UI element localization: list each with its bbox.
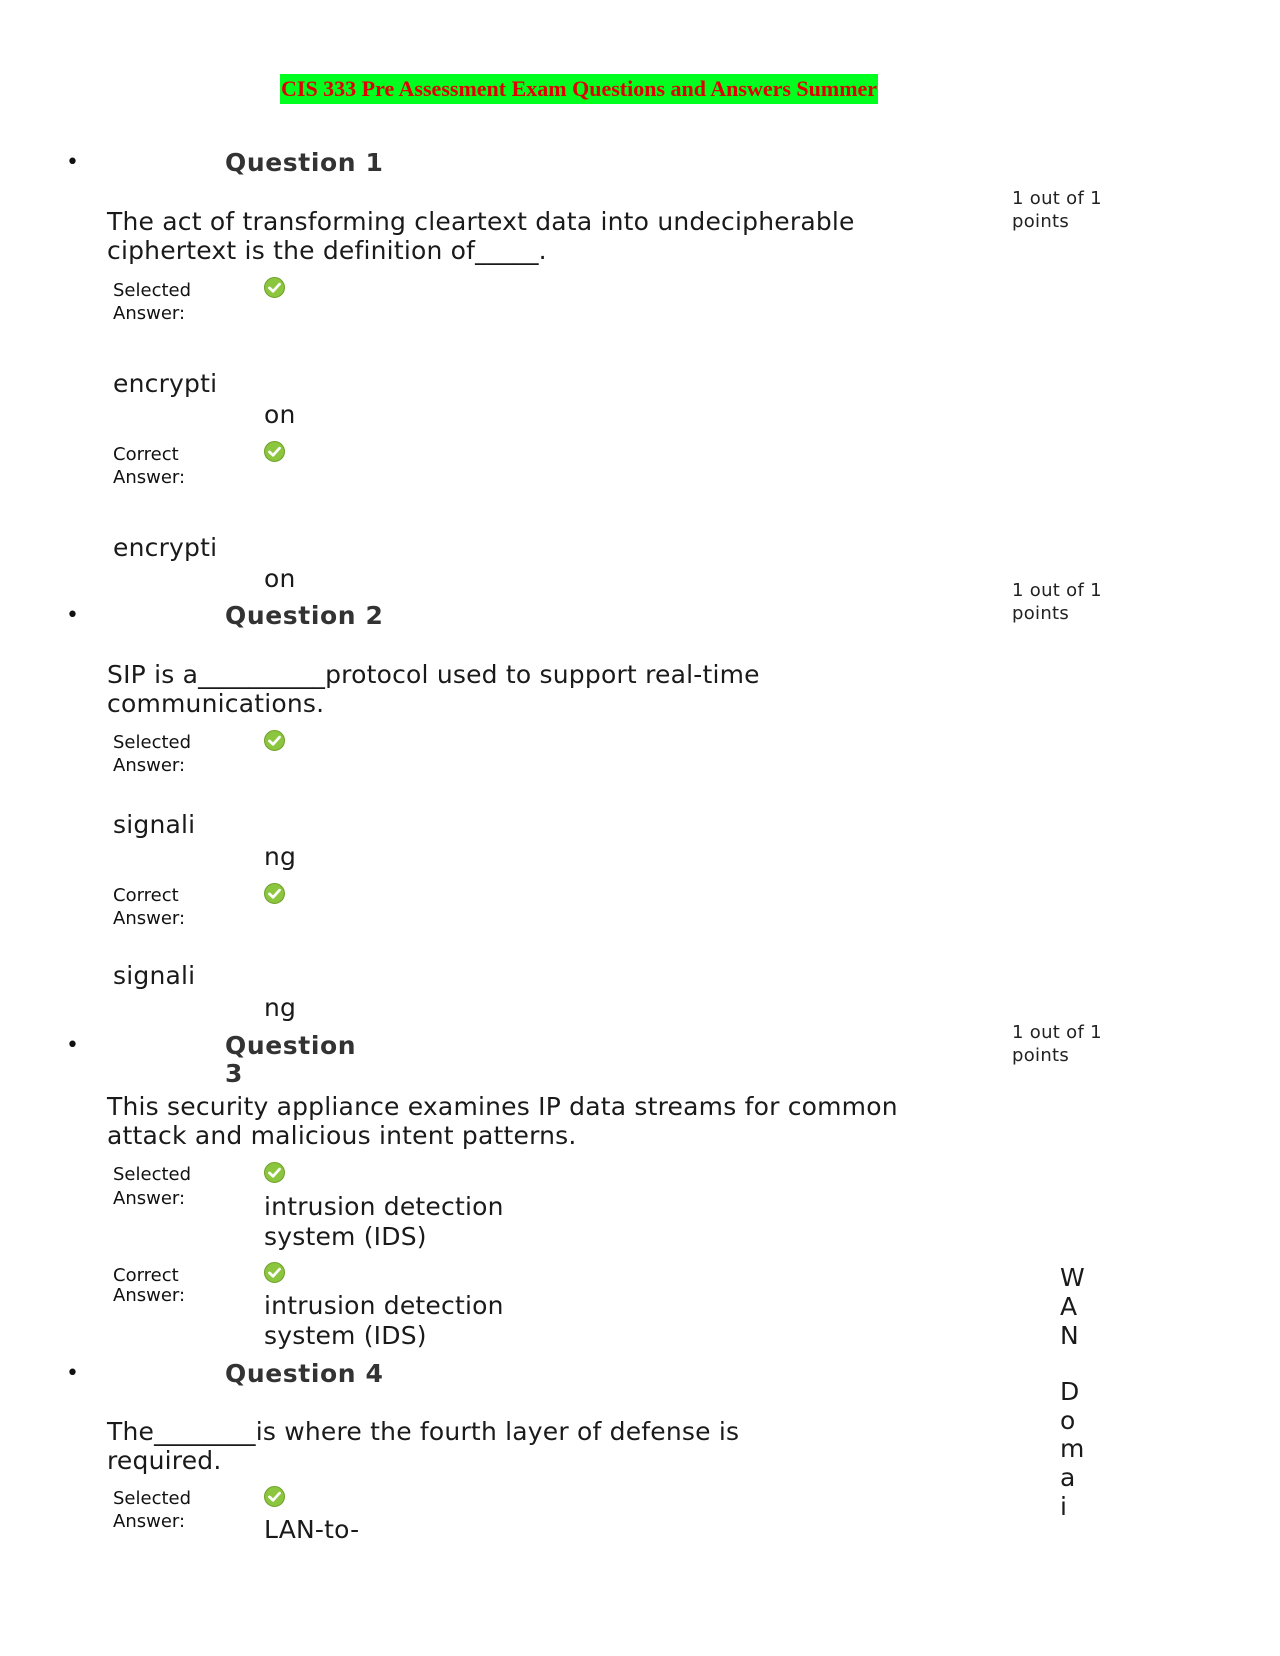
correct-answer: system (IDS) (264, 1321, 427, 1350)
correct-answer: on (264, 564, 296, 593)
check-circle-icon (264, 883, 285, 904)
selected-answer-label: Selected (113, 1488, 192, 1509)
correct-answer: intrusion detection (264, 1291, 504, 1320)
check-circle-icon (264, 730, 285, 751)
correct-answer-label: Correct (113, 1265, 179, 1286)
question-text: SIP is a__________protocol used to support real-time (107, 660, 760, 689)
correct-answer: ng (264, 993, 297, 1022)
vertical-answer-letter: a (1060, 1463, 1076, 1492)
vertical-answer-letter: W (1060, 1263, 1085, 1292)
bullet: • (66, 150, 79, 175)
points-line: points (1012, 603, 1070, 624)
points-line: 1 out of 1 (1012, 188, 1102, 209)
question-heading: 3 (225, 1059, 243, 1088)
points-line: points (1012, 1045, 1070, 1066)
question-text: This security appliance examines IP data streams for common (107, 1092, 898, 1121)
vertical-answer-letter: N (1060, 1321, 1079, 1350)
selected-answer-label: Answer: (113, 1511, 186, 1532)
points-line: points (1012, 211, 1070, 232)
vertical-answer-letter: A (1060, 1292, 1078, 1321)
check-circle-icon (264, 441, 285, 462)
check-circle-icon (264, 1486, 285, 1507)
correct-answer: signali (113, 961, 196, 990)
vertical-answer-letter: i (1060, 1492, 1068, 1521)
document-title: CIS 333 Pre Assessment Exam Questions and Answers Summer (280, 74, 878, 104)
selected-answer-label: Selected (113, 280, 192, 301)
correct-answer-label: Answer: (113, 467, 186, 488)
question-heading: Question (225, 1031, 357, 1060)
selected-answer-label: Answer: (113, 755, 186, 776)
question-text: The________is where the fourth layer of defense is (107, 1417, 740, 1446)
check-circle-icon (264, 1162, 285, 1183)
points-line: 1 out of 1 (1012, 580, 1102, 601)
selected-answer-label: Answer: (113, 1188, 186, 1209)
question-heading: Question 1 (225, 148, 384, 177)
vertical-answer-letter: m (1060, 1434, 1085, 1463)
selected-answer: intrusion detection (264, 1192, 504, 1221)
bullet: • (66, 1033, 79, 1058)
check-circle-icon (264, 277, 285, 298)
question-text: communications. (107, 689, 325, 718)
correct-answer-label: Correct (113, 885, 179, 906)
points-line: 1 out of 1 (1012, 1022, 1102, 1043)
correct-answer-label: Correct (113, 444, 179, 465)
question-text: ciphertext is the definition of_____. (107, 236, 547, 265)
bullet: • (66, 1361, 79, 1386)
question-text: attack and malicious intent patterns. (107, 1121, 577, 1150)
selected-answer: encrypti (113, 369, 218, 398)
question-text: required. (107, 1446, 222, 1475)
question-text: The act of transforming cleartext data into undecipherable (107, 207, 855, 236)
check-circle-icon (264, 1262, 285, 1283)
selected-answer: ng (264, 842, 297, 871)
selected-answer: LAN-to- (264, 1515, 360, 1544)
correct-answer-label: Answer: (113, 1285, 186, 1306)
selected-answer-label: Answer: (113, 303, 186, 324)
vertical-answer-letter: o (1060, 1406, 1076, 1435)
selected-answer: on (264, 400, 296, 429)
question-heading: Question 4 (225, 1359, 384, 1388)
vertical-answer-letter: D (1060, 1377, 1080, 1406)
correct-answer-label: Answer: (113, 908, 186, 929)
selected-answer: signali (113, 810, 196, 839)
correct-answer: encrypti (113, 533, 218, 562)
selected-answer: system (IDS) (264, 1222, 427, 1251)
question-heading: Question 2 (225, 601, 384, 630)
bullet: • (66, 603, 79, 628)
selected-answer-label: Selected (113, 732, 192, 753)
selected-answer-label: Selected (113, 1164, 192, 1185)
